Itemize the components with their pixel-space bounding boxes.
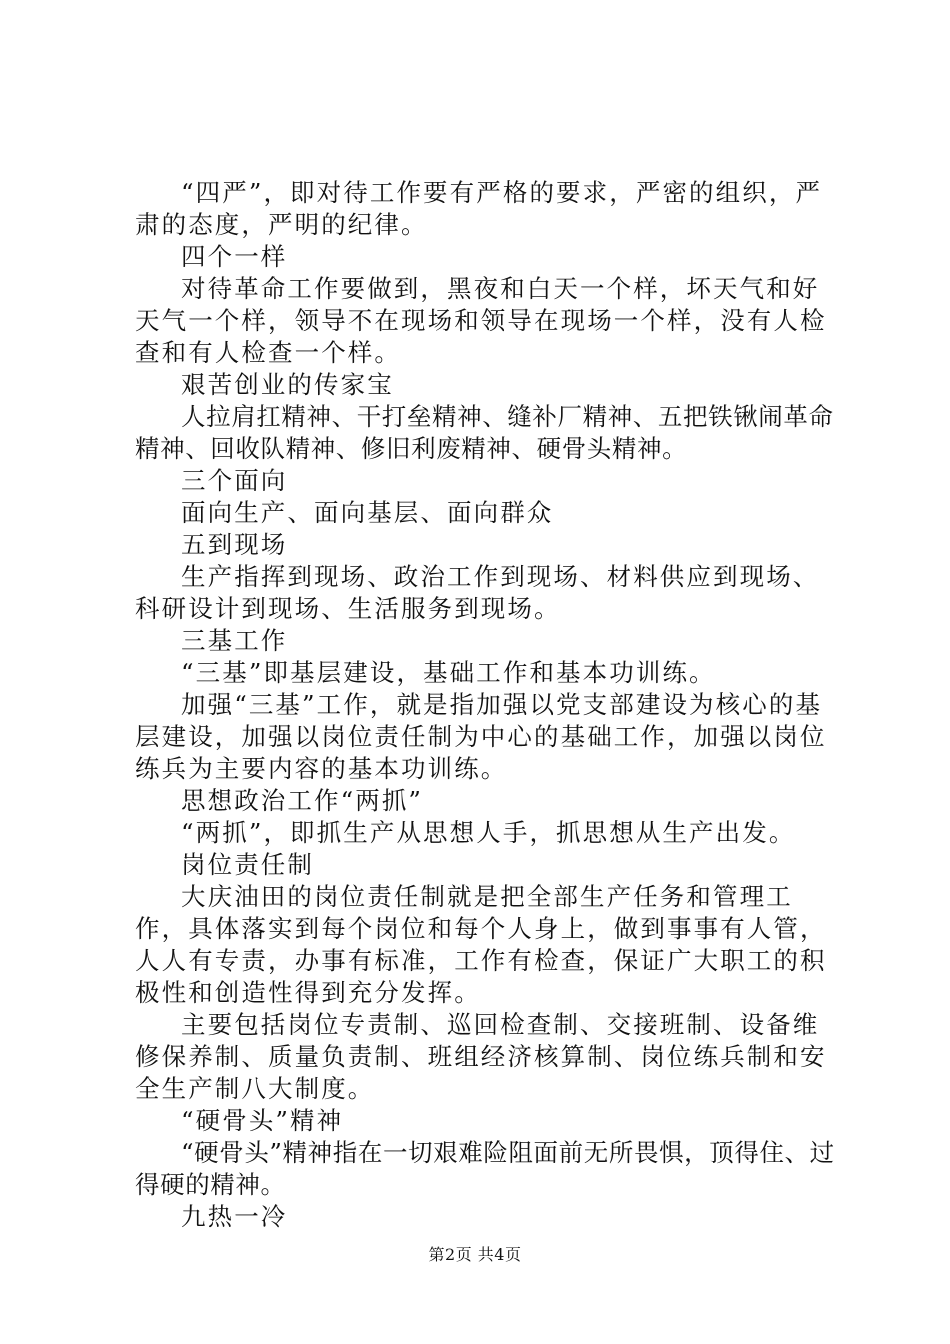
paragraph: “三基”即基层建设，基础工作和基本功训练。 xyxy=(181,658,716,687)
paragraph: 对待革命工作要做到，黑夜和白天一个样，坏天气和好天气一个样，领导不在现场和领导在现场一个样，没有人检查和有人检查一个样。 xyxy=(135,274,827,367)
document-body xyxy=(135,177,835,1233)
section-heading: 三基工作 xyxy=(181,626,288,655)
paragraph: 大庆油田的岗位责任制就是把全部生产任务和管理工作，具体落实到每个岗位和每个人身上，做到事事有人管，人人有专责，办事有标准，工作有检查，保证广大职工的积极性和创造性得到充分发挥。 xyxy=(135,882,827,1007)
page-number-footer: 第2页 共4页 xyxy=(428,1245,522,1264)
section-heading: “硬骨头”精神 xyxy=(181,1106,344,1135)
section-heading: 艰苦创业的传家宝 xyxy=(181,370,394,399)
paragraph: “四严”，即对待工作要有严格的要求，严密的组织，严肃的态度，严明的纪律。 xyxy=(135,178,823,239)
paragraph: 主要包括岗位专责制、巡回检查制、交接班制、设备维修保养制、质量负责制、班组经济核算制、岗位练兵制和安全生产制八大制度。 xyxy=(135,1010,827,1103)
paragraph: “两抓”，即抓生产从思想人手，抓思想从生产出发。 xyxy=(181,818,796,847)
section-heading: 三个面向 xyxy=(181,466,288,495)
section-heading: 岗位责任制 xyxy=(181,850,314,879)
paragraph: “硬骨头”精神指在一切艰难险阻面前无所畏惧，顶得住、过得硬的精神。 xyxy=(135,1138,835,1199)
paragraph: 加强“三基”工作，就是指加强以党支部建设为核心的基层建设，加强以岗位责任制为中心的基础工作，加强以岗位练兵为主要内容的基本功训练。 xyxy=(135,690,827,783)
paragraph: 生产指挥到现场、政治工作到现场、材料供应到现场、科研设计到现场、生活服务到现场。 xyxy=(135,562,820,623)
section-heading: 四个一样 xyxy=(181,242,288,271)
section-heading: 思想政治工作“两抓” xyxy=(181,786,424,815)
paragraph: 面向生产、面向基层、面向群众 xyxy=(181,498,554,527)
paragraph: 人拉肩扛精神、干打垒精神、缝补厂精神、五把铁锹闹革命精神、回收队精神、修旧利废精神、硬骨头精神。 xyxy=(135,402,834,463)
section-heading: 九热一冷 xyxy=(181,1202,288,1231)
section-heading: 五到现场 xyxy=(181,530,288,559)
